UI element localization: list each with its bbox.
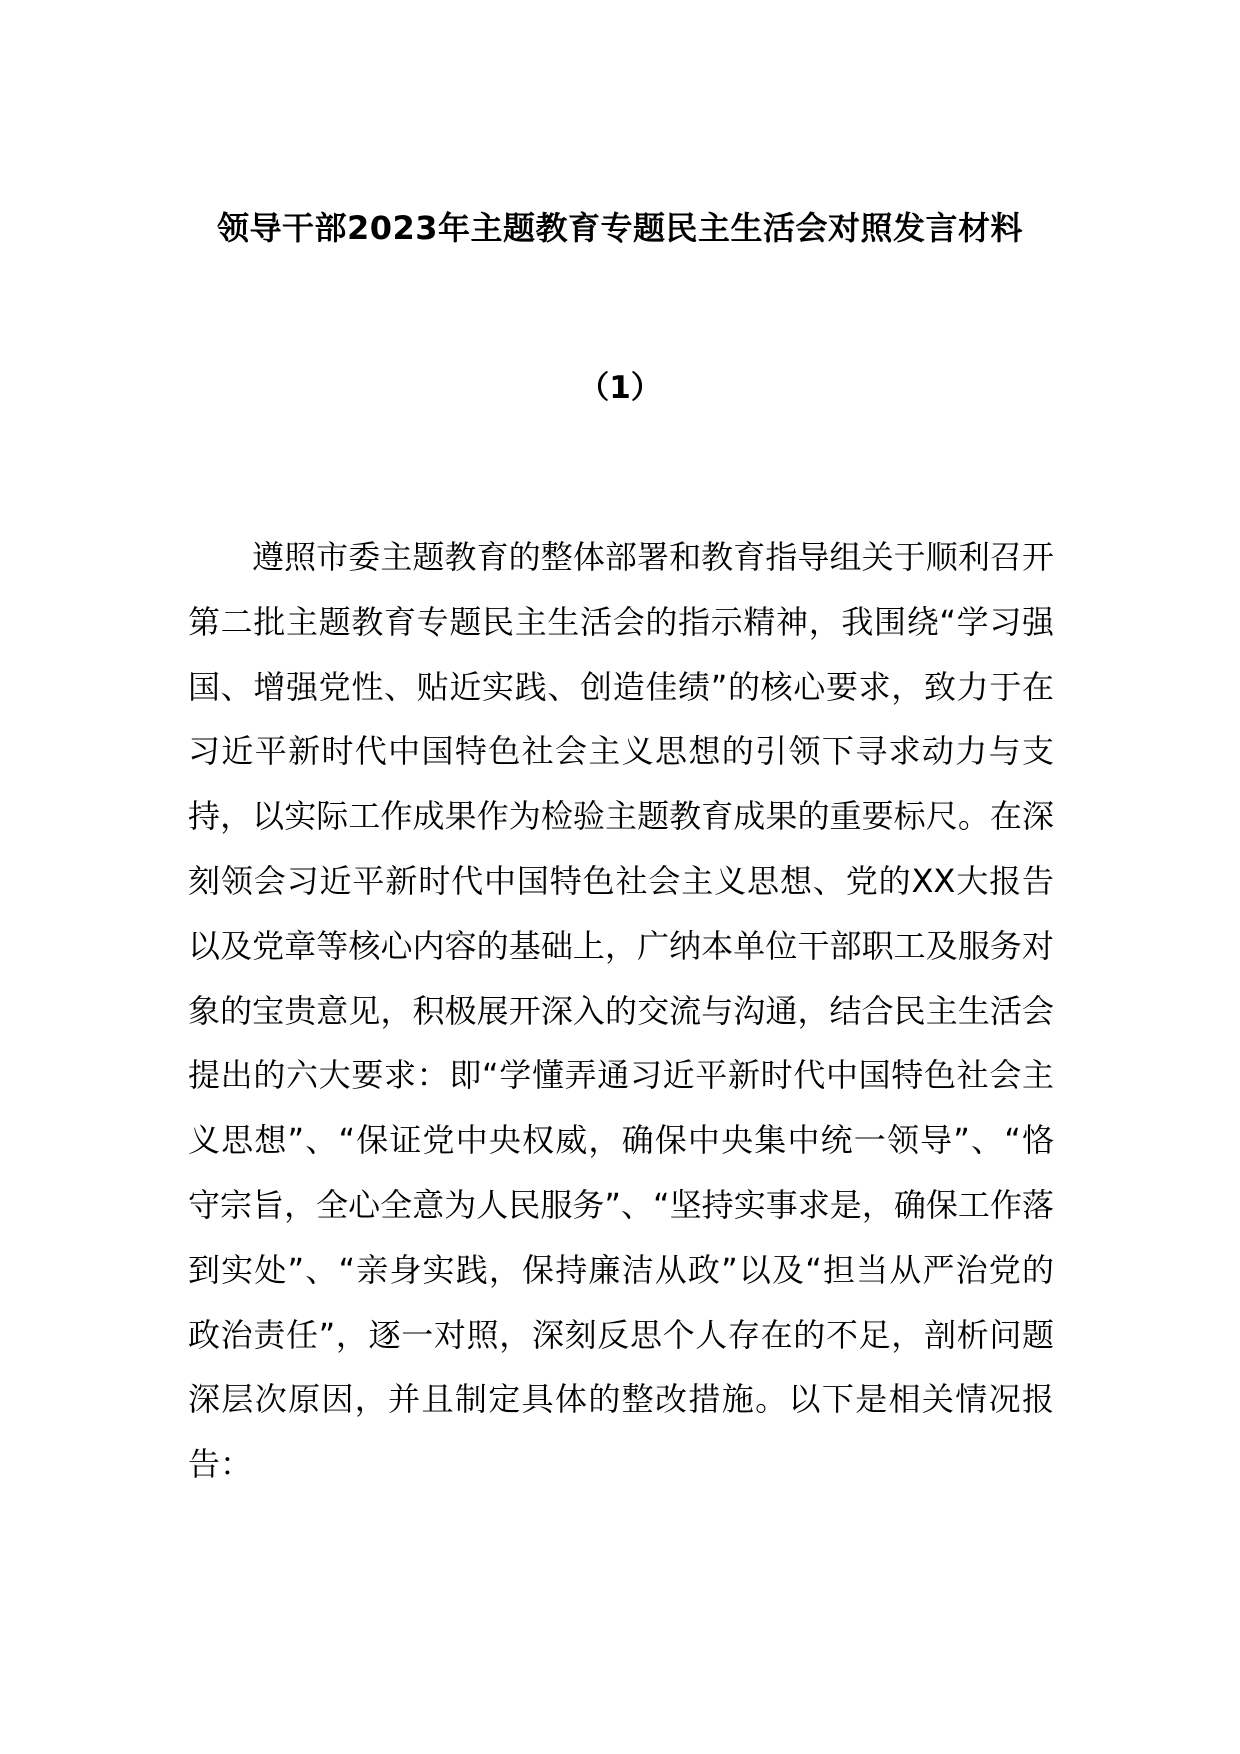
body-paragraph: 遵照市委主题教育的整体部署和教育指导组关于顺利召开第二批主题教育专题民主生活会的指示精神，我围绕“学习强国、增强党性、贴近实践、创造佳绩”的核心要求，致力于在习近平新时代中国特色社会主义思想的引领下寻求动力与支持，以实际工作成果作为检验主题教育成果的重要标尺。在深刻领会习近平新时代中国特色社会主义思想、党的XX大报告以及党章等核心内容的基础上，广纳本单位干部职工及服务对象的宝贵意见，积极展开深入的交流与沟通，结合民主生活会提出的六大要求：即“学懂弄通习近平新时代中国特色社会主义思想”、“保证党中央权威，确保中央集中统一领导”、“恪守宗旨，全心全意为人民服务”、“坚持实事求是，确保工作落到实处”、“亲身实践，保持廉洁从政”以及“担当从严治党的政治责任”，逐一对照，深刻反思个人存在的不足，剖析问题深层次原因，并且制定具体的整改措施。以下是相关情况报告：	[188, 538, 1054, 1484]
document-number: （1）	[578, 370, 662, 406]
document-title: 领导干部2023年主题教育专题民主生活会对照发言材料	[216, 209, 1024, 247]
